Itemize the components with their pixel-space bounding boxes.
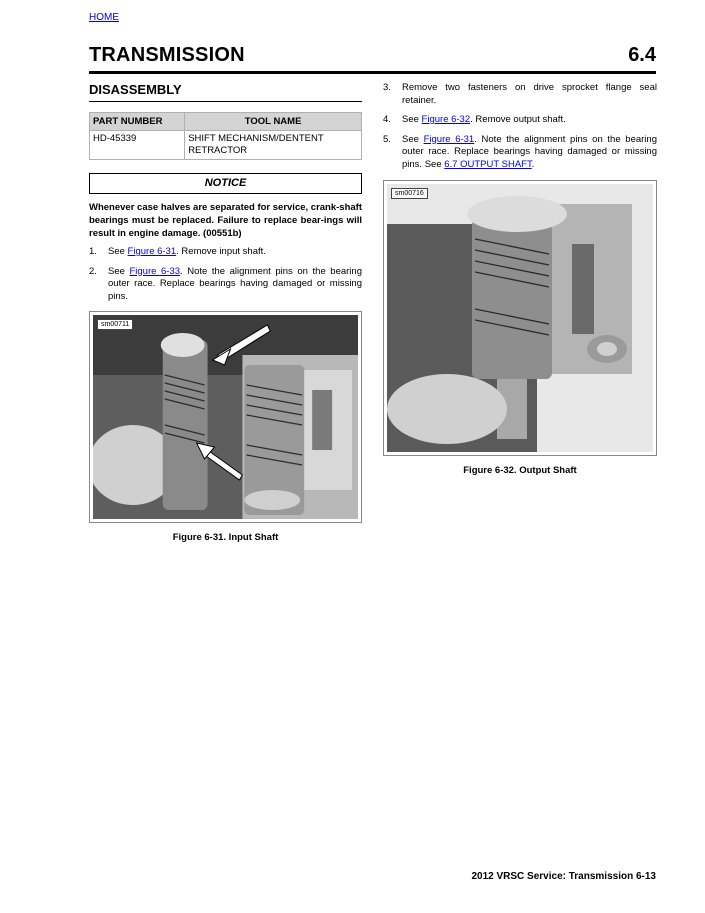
section-heading: DISASSEMBLY <box>89 80 362 102</box>
list-item: 2. See Figure 6-33. Note the alignment pins on the bearing outer race. Replace bearings having damaged or missing pins. <box>89 265 362 302</box>
step-number: 3. <box>383 82 391 93</box>
gear-photo-illustration <box>93 315 358 519</box>
column-header-part-number: PART NUMBER <box>90 113 185 131</box>
figure-link[interactable]: Figure 6-31 <box>127 246 177 257</box>
steps-list-left <box>89 246 362 303</box>
title-divider <box>89 71 656 74</box>
input-shaft-photo <box>93 315 358 519</box>
step-number: 1. <box>89 246 97 257</box>
left-column <box>89 80 362 543</box>
list-item: 3. Remove two fasteners on drive sprocket flange seal retainer. <box>383 82 657 106</box>
column-header-tool-name: TOOL NAME <box>185 113 362 131</box>
list-item: 4. See Figure 6-32. Remove output shaft. <box>383 114 566 125</box>
page-title: TRANSMISSION <box>89 44 245 66</box>
right-column <box>383 80 657 476</box>
page-footer: 2012 VRSC Service: Transmission 6-13 <box>471 871 656 882</box>
notice-text: Whenever case halves are separated for service, crank-shaft bearings must be replaced. Failure to replace bear-ings will result in engine damage. (00551b) <box>89 202 363 239</box>
figure-tag: sm00711 <box>97 319 133 330</box>
tools-table <box>89 112 362 160</box>
figure-output-shaft <box>383 180 657 456</box>
notice-label: NOTICE <box>89 173 362 194</box>
output-shaft-link[interactable]: 6.7 OUTPUT SHAFT <box>444 158 532 170</box>
page-header <box>89 44 656 70</box>
figure-caption: Figure 6-32. Output Shaft <box>463 465 577 476</box>
section-number: 6.4 <box>628 44 656 66</box>
table-row <box>90 131 362 160</box>
table-header-row <box>90 113 362 131</box>
step-number: 2. <box>89 265 97 277</box>
figure-link[interactable]: Figure 6-33 <box>129 265 180 277</box>
step-number: 5. <box>383 133 391 145</box>
figure-input-shaft <box>89 311 362 523</box>
gear-photo-illustration <box>387 184 653 452</box>
figure-caption: Figure 6-31. Input Shaft <box>172 532 279 543</box>
list-item: 5. See Figure 6-31. Note the alignment pins on the bearing outer race. Replace bearings having damaged or missing pins. See 6.7 OUTPUT SHAFT. <box>383 133 657 170</box>
tool-name-cell: SHIFT MECHANISM/DENTENT RETRACTOR <box>185 131 362 160</box>
figure-tag: sm00716 <box>391 188 428 199</box>
steps-list-right <box>383 82 657 171</box>
step-number: 4. <box>383 114 391 125</box>
list-item: 1. See Figure 6-31. Remove input shaft. <box>89 246 266 257</box>
figure-link[interactable]: Figure 6-31 <box>423 133 475 145</box>
output-shaft-photo <box>387 184 653 452</box>
part-number-cell: HD-45339 <box>90 131 185 160</box>
home-link[interactable]: HOME <box>89 12 119 23</box>
figure-link[interactable]: Figure 6-32 <box>421 114 471 125</box>
